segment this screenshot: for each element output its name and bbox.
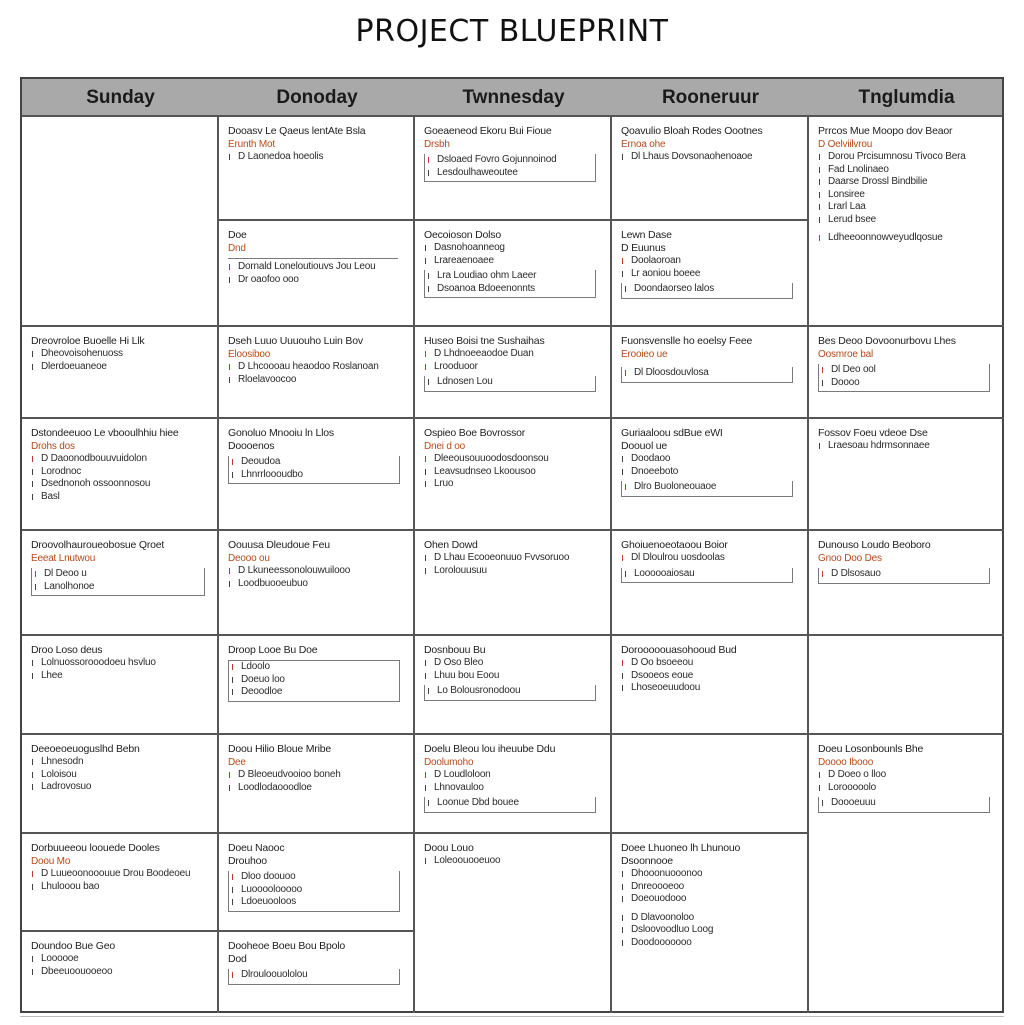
calendar-cell: Dooasv Le Qaeus lentAte Bsla Erunth Mot D Laonedoa hoeolis	[219, 117, 413, 219]
calendar-cell: Doee Lhuoneo lh Lhunouo Dsoonnooe Dhooonuooonoo Dnreoooeoo Doeouodooo D Dlavoonoloo Dsloovoodluo Loog Doodooooooo	[612, 834, 807, 1013]
calendar-cell: Doeu Losonbounls Bhe Doooo Ibooo D Doeo o lloo Lorooooolo Doooeuuu	[809, 735, 1004, 1013]
column-header-1: Sunday	[86, 87, 155, 108]
calendar-cell: Huseo Boisi tne Sushaihas D Lhdnoeeaodoe Duan Lrooduoor Ldnosen Lou	[415, 327, 610, 417]
calendar-cell: Ospieo Boe Bovrossor Dnei d oo Dleeousouuoodosdoonsou Leavsudnseo Lkoousoo Lruo	[415, 419, 610, 529]
calendar-cell: Doou Hilio Bloue Mribe Dee D Bleoeudvooioo boneh Loodlodaooodloe	[219, 735, 413, 832]
calendar-cell: Doelu Bleou lou iheuube Ddu Doolumoho D Loudloloon Lhnovauloo Loonue Dbd bouee	[415, 735, 610, 832]
calendar-cell: Deeoeoeuoguslhd Bebn Lhnesodn Loloisou Ladrovosuo	[22, 735, 217, 832]
column-header-3: Twnnesday	[462, 87, 565, 108]
calendar-cell: Guriaaloou sdBue eWI Doouol ue Doodaoo Dnoeeboto Dlro Buoloneouaoe	[612, 419, 807, 529]
header-row	[22, 79, 1002, 117]
calendar-cell: Doeu Naooc Drouhoo Dloo doouoo Luoooolooooo Ldoeuooloos	[219, 834, 413, 930]
column-header-4: Rooneruur	[661, 87, 760, 108]
column-header-5: Tnglumdia	[858, 87, 955, 108]
calendar-cell: Doe Dnd Dornald Loneloutiouvs Jou Leou Dr oaofoo ooo	[219, 221, 413, 325]
calendar-cell: Lewn Dase D Euunus Doolaoroan Lr aoniou boeee Doondaorseo lalos	[612, 221, 807, 325]
calendar-cell: Dseh Luuo Uuuouho Luin Bov Eloosiboo D Lhcoooau heaodoo Roslanoan Rloelavoocoo	[219, 327, 413, 417]
calendar-grid	[20, 77, 1004, 1013]
calendar-cell: Doundoo Bue Geo Loooooe Dbeeuoouooeoo	[22, 932, 217, 1013]
column-header-2: Donoday	[276, 87, 358, 108]
calendar-cell: Dunouso Loudo Beoboro Gnoo Doo Des D Dlsosauo	[809, 531, 1004, 634]
calendar-cell: Ohen Dowd D Lhau Ecooeonuuo Fvvsoruoo Lorolouusuu	[415, 531, 610, 634]
calendar-cell: Dorooooouasohooud Bud D Oo bsoeeou Dsooeos eoue Lhoseoeuudoou	[612, 636, 807, 733]
calendar-cell: Bes Deoo Dovoonurbovu Lhes Oosmroe bal Dl Deo ool Doooo	[809, 327, 1004, 417]
calendar-cell: Goeaeneod Ekoru Bui Fioue Drsbh Dsloaed Fovro Gojunnoinod Lesdoulhaweoutee	[415, 117, 610, 219]
calendar-cell: Droo Loso deus Lolnuossorooodoeu hsvluo Lhee	[22, 636, 217, 733]
calendar-cell: Doou Louo Loleoouooeuoo	[415, 834, 610, 1013]
calendar-cell: Prrcos Mue Moopo dov Beaor D Oelviilvrou Dorou Prcisumnosu Tivoco Bera Fad Lnolinaeo Daarse Drossl Bindbilie Lonsiree Lrarl Laa Lerud bsee Ldheeoonnowveyudlqosue	[809, 117, 1004, 325]
calendar-cell: Droop Looe Bu Doe Ldoolo Doeuo loo Deoodloe	[219, 636, 413, 733]
calendar-cell: Dreovroloe Buoelle Hi Llk Dheovoisohenuoss Dlerdoeuaneoe	[22, 327, 217, 417]
calendar-cell: Droovolhauroueobosue Qroet Eeeat Lnutwou Dl Deoo u Lanolhonoe	[22, 531, 217, 634]
calendar-cell: Dorbuueeou loouede Dooles Doou Mo D Luueoonooouue Drou Boodeoeu Lhulooou bao	[22, 834, 217, 930]
calendar-cell: Gonoluo Mnooiu ln Llos Doooenos Deoudoa Lhnrrloooudbo	[219, 419, 413, 529]
calendar-cell: Oouusa Dleudoue Feu Deooo ou D Lkuneessonolouwuilooo Loodbuooeubuo	[219, 531, 413, 634]
calendar-cell: Fuonsvenslle ho eoelsy Feee Erooieo ue Dl Dloosdouvlosa	[612, 327, 807, 417]
calendar-cell: Dstondeeuoo Le vbooulhhiu hiee Drohs dos D Daoonodbouuvuidolon Lorodnoc Dsednonoh ossoonnosou Basl	[22, 419, 217, 529]
calendar-cell: Qoavulio Bloah Rodes Oootnes Ernoa ohe Dl Lhaus Dovsonaohenoaoe	[612, 117, 807, 219]
calendar-cell-empty	[809, 636, 1004, 733]
calendar-cell: Oecoioson Dolso Dasnohoanneog Lrareaenoaee Lra Loudiao ohm Laeer Dsoanoa Bdoeenonnts	[415, 221, 610, 325]
calendar-cell: Fossov Foeu vdeoe Dse Lraesoau hdrmsonnaee	[809, 419, 1004, 529]
page-title: PROJECT BLUEPRINT	[355, 14, 669, 49]
calendar-cell-empty	[612, 735, 807, 832]
calendar-cell: Dooheoe Boeu Bou Bpolo Dod Dlrouloouololou	[219, 932, 413, 1013]
calendar-cell: Dosnbouu Bu D Oso Bleo Lhuu bou Eoou Lo Bolousronodoou	[415, 636, 610, 733]
calendar-cell: Ghoiuenoeotaoou Boior Dl Dloulrou uosdoolas Loooooaiosau	[612, 531, 807, 634]
